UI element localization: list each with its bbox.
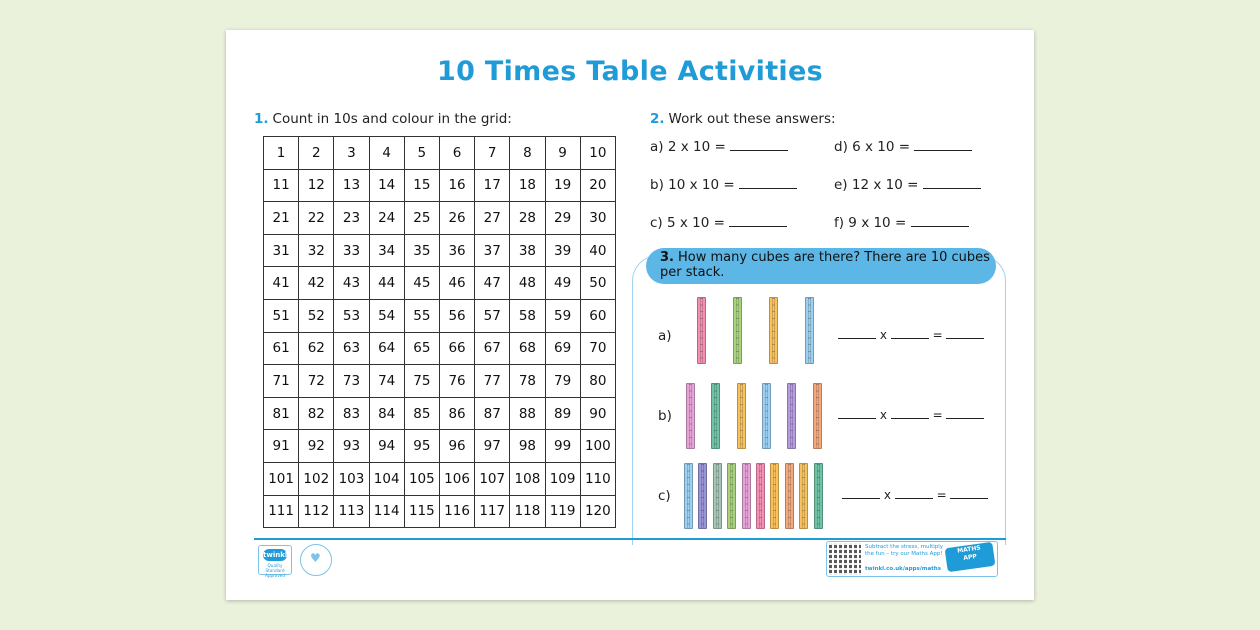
grid-cell[interactable]: 8 [510,137,545,170]
grid-cell[interactable]: 29 [545,202,580,235]
grid-cell[interactable]: 104 [369,462,404,495]
cube-stack [711,383,720,449]
grid-cell[interactable]: 4 [369,137,404,170]
q2-text: Work out these answers: [668,111,836,127]
grid-cell[interactable]: 84 [369,397,404,430]
q3-row-a-calc [838,328,984,342]
grid-cell[interactable]: 63 [334,332,369,365]
q2-item-a-text: a) 2 x 10 = [650,139,726,155]
twinkl-logo-sub: Quality Standard Approved [264,563,286,578]
grid-cell[interactable]: 116 [439,495,474,528]
grid-cell[interactable]: 7 [475,137,510,170]
grid-cell[interactable]: 70 [580,332,615,365]
grid-cell[interactable]: 66 [439,332,474,365]
grid-row [264,430,616,463]
grid-cell[interactable]: 110 [580,462,615,495]
grid-cell[interactable]: 72 [299,365,334,398]
q3-heading [646,248,996,284]
grid-cell[interactable]: 33 [334,234,369,267]
grid-cell[interactable]: 47 [475,267,510,300]
app-promo-text: Subtract the stress, multiply the fun – try our Maths App! [865,544,944,557]
grid-cell[interactable]: 59 [545,299,580,332]
twinkl-logo [258,545,292,578]
grid-cell[interactable]: 55 [404,299,439,332]
grid-cell[interactable]: 23 [334,202,369,235]
grid-cell[interactable]: 88 [510,397,545,430]
grid-cell[interactable]: 87 [475,397,510,430]
grid-cell[interactable]: 64 [369,332,404,365]
grid-cell[interactable]: 94 [369,430,404,463]
twinkl-logo-badge: twinkl [263,551,288,559]
grid-cell[interactable]: 39 [545,234,580,267]
grid-cell[interactable]: 86 [439,397,474,430]
grid-cell[interactable]: 114 [369,495,404,528]
q2-item-d [834,139,972,155]
cube-stack [799,463,808,529]
factor-blank[interactable] [842,489,880,499]
grid-cell[interactable]: 115 [404,495,439,528]
product-blank[interactable] [946,409,984,419]
equals-sign: = [932,408,943,422]
grid-row [264,332,616,365]
grid-row [264,234,616,267]
maths-app-logo-bottom: APP [962,553,978,562]
grid-cell[interactable]: 48 [510,267,545,300]
grid-cell[interactable]: 20 [580,169,615,202]
grid-cell[interactable]: 103 [334,462,369,495]
cube-stack [697,297,706,364]
grid-cell[interactable]: 30 [580,202,615,235]
q3-row-b-calc [838,408,984,422]
grid-cell[interactable]: 12 [299,169,334,202]
q2-heading [650,111,836,127]
q1-number: 1. [254,111,269,127]
grid-cell[interactable]: 38 [510,234,545,267]
grid-cell[interactable]: 80 [580,365,615,398]
grid-cell[interactable]: 51 [264,299,299,332]
grid-cell[interactable]: 111 [264,495,299,528]
q2-item-b [650,177,797,193]
times-sign: x [879,328,887,342]
grid-row [264,365,616,398]
grid-cell[interactable]: 24 [369,202,404,235]
grid-cell[interactable]: 54 [369,299,404,332]
grid-cell[interactable]: 62 [299,332,334,365]
grid-cell[interactable]: 73 [334,365,369,398]
grid-cell[interactable]: 50 [580,267,615,300]
grid-cell[interactable]: 49 [545,267,580,300]
grid-cell[interactable]: 83 [334,397,369,430]
grid-row [264,299,616,332]
grid-cell[interactable]: 65 [404,332,439,365]
cube-stack [727,463,736,529]
grid-cell[interactable]: 97 [475,430,510,463]
q1-heading [254,111,512,127]
footer-rule [254,538,1006,540]
grid-cell[interactable]: 69 [545,332,580,365]
grid-cell[interactable]: 53 [334,299,369,332]
cube-stack [785,463,794,529]
grid-cell[interactable]: 46 [439,267,474,300]
grid-cell[interactable]: 35 [404,234,439,267]
grid-cell[interactable]: 100 [580,430,615,463]
page-title: 10 Times Table Activities [437,56,823,87]
grid-cell[interactable]: 42 [299,267,334,300]
equals-sign: = [932,328,943,342]
quality-seal-icon [300,544,332,576]
grid-cell[interactable]: 25 [404,202,439,235]
times-sign: x [883,488,891,502]
grid-cell[interactable]: 118 [510,495,545,528]
q1-text: Count in 10s and colour in the grid: [272,111,512,127]
grid-cell[interactable]: 3 [334,137,369,170]
equals-sign: = [936,488,947,502]
grid-cell[interactable]: 32 [299,234,334,267]
grid-cell[interactable]: 18 [510,169,545,202]
answer-blank[interactable] [911,217,969,227]
grid-cell[interactable]: 22 [299,202,334,235]
grid-cell[interactable]: 102 [299,462,334,495]
q2-item-f [834,215,969,231]
grid-cell[interactable]: 26 [439,202,474,235]
cube-stack [686,383,695,449]
answer-blank[interactable] [730,141,788,151]
grid-cell[interactable]: 90 [580,397,615,430]
grid-cell[interactable]: 9 [545,137,580,170]
answer-blank[interactable] [914,141,972,151]
cube-stack [684,463,693,529]
grid-cell[interactable]: 120 [580,495,615,528]
grid-row [264,202,616,235]
grid-cell[interactable]: 109 [545,462,580,495]
product-blank[interactable] [946,329,984,339]
grid-cell[interactable]: 82 [299,397,334,430]
grid-cell[interactable]: 21 [264,202,299,235]
grid-cell[interactable]: 43 [334,267,369,300]
grid-cell[interactable]: 76 [439,365,474,398]
grid-cell[interactable]: 13 [334,169,369,202]
cube-stack [769,297,778,364]
grid-cell[interactable]: 68 [510,332,545,365]
grid-cell[interactable]: 91 [264,430,299,463]
grid-cell[interactable]: 108 [510,462,545,495]
cube-stack [787,383,796,449]
grid-cell[interactable]: 101 [264,462,299,495]
grid-cell[interactable]: 14 [369,169,404,202]
grid-cell[interactable]: 78 [510,365,545,398]
q2-item-c-text: c) 5 x 10 = [650,215,725,231]
answer-blank[interactable] [739,179,797,189]
grid-cell[interactable]: 95 [404,430,439,463]
q2-item-f-text: f) 9 x 10 = [834,215,907,231]
grid-cell[interactable]: 34 [369,234,404,267]
q2-number: 2. [650,111,665,127]
grid-cell[interactable]: 96 [439,430,474,463]
grid-cell[interactable]: 112 [299,495,334,528]
grid-cell[interactable]: 40 [580,234,615,267]
grid-cell[interactable]: 85 [404,397,439,430]
q3-row-b-letter: b) [658,408,672,424]
grid-cell[interactable]: 28 [510,202,545,235]
grid-cell[interactable]: 92 [299,430,334,463]
grid-cell[interactable]: 56 [439,299,474,332]
grid-cell[interactable]: 117 [475,495,510,528]
cube-stack [742,463,751,529]
grid-row [264,169,616,202]
grid-cell[interactable]: 57 [475,299,510,332]
grid-cell[interactable]: 58 [510,299,545,332]
grid-cell[interactable]: 107 [475,462,510,495]
cube-stack [733,297,742,364]
grid-row [264,267,616,300]
grid-cell[interactable]: 16 [439,169,474,202]
app-url-link[interactable]: twinkl.co.uk/apps/maths [865,566,941,572]
grid-cell[interactable]: 106 [439,462,474,495]
grid-cell[interactable]: 17 [475,169,510,202]
grid-cell[interactable]: 93 [334,430,369,463]
grid-cell[interactable]: 81 [264,397,299,430]
grid-cell[interactable]: 19 [545,169,580,202]
grid-cell[interactable]: 74 [369,365,404,398]
grid-cell[interactable]: 77 [475,365,510,398]
grid-cell[interactable]: 41 [264,267,299,300]
grid-cell[interactable]: 44 [369,267,404,300]
grid-cell[interactable]: 6 [439,137,474,170]
factor-blank[interactable] [891,409,929,419]
grid-cell[interactable]: 119 [545,495,580,528]
q2-item-c [650,215,787,231]
grid-cell[interactable]: 67 [475,332,510,365]
grid-cell[interactable]: 11 [264,169,299,202]
cube-stack [698,463,707,529]
cube-stack [805,297,814,364]
grid-cell[interactable]: 105 [404,462,439,495]
grid-cell[interactable]: 75 [404,365,439,398]
product-blank[interactable] [950,489,988,499]
factor-blank[interactable] [895,489,933,499]
grid-cell[interactable]: 89 [545,397,580,430]
q3-row-c-letter: c) [658,488,671,504]
q2-item-a [650,139,788,155]
q2-item-e [834,177,981,193]
grid-cell[interactable]: 52 [299,299,334,332]
grid-row [264,462,616,495]
cube-stack [814,463,823,529]
cube-stack [770,463,779,529]
cube-stack [762,383,771,449]
grid-cell[interactable]: 71 [264,365,299,398]
cube-stack [713,463,722,529]
number-grid [263,136,616,528]
grid-cell[interactable]: 98 [510,430,545,463]
answer-blank[interactable] [923,179,981,189]
q2-item-d-text: d) 6 x 10 = [834,139,911,155]
factor-blank[interactable] [838,409,876,419]
grid-cell[interactable]: 61 [264,332,299,365]
q2-item-e-text: e) 12 x 10 = [834,177,919,193]
grid-cell[interactable]: 31 [264,234,299,267]
factor-blank[interactable] [891,329,929,339]
q3-row-a-letter: a) [658,328,672,344]
answer-blank[interactable] [729,217,787,227]
grid-cell[interactable]: 1 [264,137,299,170]
grid-row [264,495,616,528]
grid-cell[interactable]: 113 [334,495,369,528]
grid-cell[interactable]: 79 [545,365,580,398]
grid-row [264,397,616,430]
grid-cell[interactable]: 99 [545,430,580,463]
q3-text: How many cubes are there? There are 10 cubes per stack. [660,250,990,280]
cube-stack [813,383,822,449]
grid-cell[interactable]: 60 [580,299,615,332]
grid-cell[interactable]: 2 [299,137,334,170]
maths-app-logo-top: MATHS [956,544,982,555]
q3-number: 3. [660,250,674,265]
q3-row-c-calc [842,488,988,502]
grid-cell[interactable]: 45 [404,267,439,300]
cube-stack [737,383,746,449]
grid-cell[interactable]: 36 [439,234,474,267]
grid-row [264,137,616,170]
factor-blank[interactable] [838,329,876,339]
grid-cell[interactable]: 10 [580,137,615,170]
cube-stack [756,463,765,529]
grid-cell[interactable]: 5 [404,137,439,170]
q2-item-b-text: b) 10 x 10 = [650,177,735,193]
qr-code-icon [829,543,861,575]
grid-cell[interactable]: 37 [475,234,510,267]
grid-cell[interactable]: 15 [404,169,439,202]
times-sign: x [879,408,887,422]
grid-cell[interactable]: 27 [475,202,510,235]
